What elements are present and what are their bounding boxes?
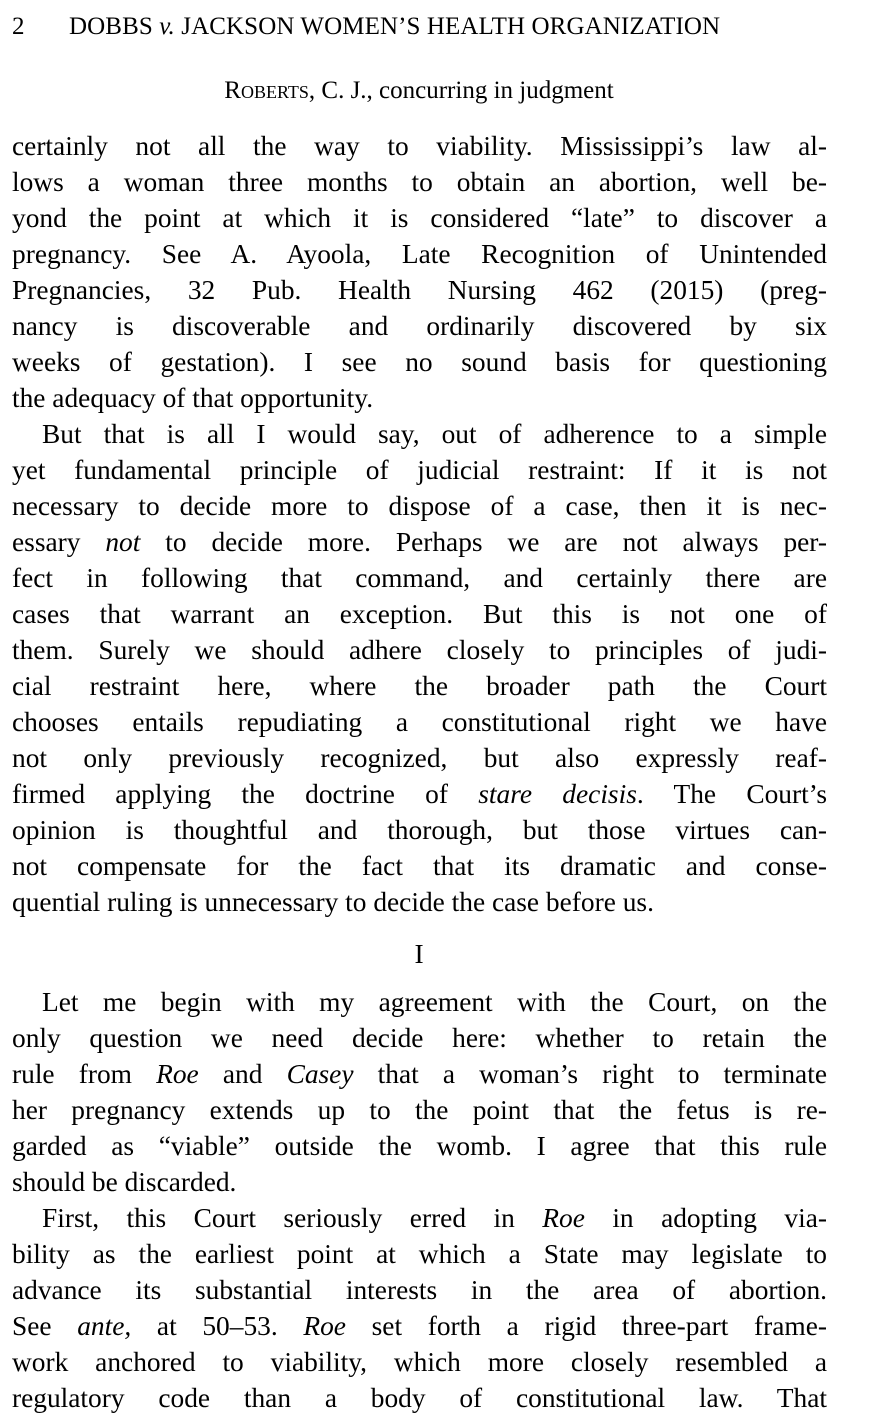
paragraph-continuation — [12, 128, 827, 416]
text-line: work anchored to viability, which more closely resembled a — [12, 1347, 827, 1377]
text-line: lows a woman three months to obtain an abortion, well be- — [12, 167, 827, 197]
text-line: essary not to decide more. Perhaps we are not always per- — [12, 527, 827, 557]
text-line: See ante, at 50–53. Roe set forth a rigid three-part frame- — [12, 1311, 828, 1341]
emphasis: stare decisis — [478, 779, 637, 809]
text-line: Pregnancies, 32 Pub. Health Nursing 462 (2015) (preg- — [12, 275, 827, 305]
text-line: certainly not all the way to viability. Mississippi’s law al- — [12, 131, 827, 161]
text-line: chooses entails repudiating a constitutional right we have — [12, 707, 827, 737]
paragraph-roe-error — [12, 1200, 827, 1416]
opinion-author-line — [0, 76, 838, 106]
case-name: Roe — [156, 1059, 199, 1089]
author-designation: , C. J., concurring in judgment — [308, 77, 614, 104]
text-line: fect in following that command, and certainly there are — [12, 563, 827, 593]
text-line: only question we need decide here: whether to retain the — [12, 1023, 827, 1053]
text-line: weeks of gestation). I see no sound basis for questioning — [12, 347, 827, 377]
text-line: should be discarded. — [12, 1167, 237, 1197]
text-line: advance its substantial interests in the area of abortion. — [12, 1275, 827, 1305]
text-line: not only previously recognized, but also expressly reaf- — [12, 743, 827, 773]
case-name: Roe — [303, 1311, 346, 1341]
text-line: firmed applying the doctrine of stare decisis. The Court’s — [12, 779, 828, 809]
text-line: her pregnancy extends up to the point that the fetus is re- — [12, 1095, 827, 1125]
text-line: rule from Roe and Casey that a woman’s right to terminate — [12, 1059, 827, 1089]
text-line: them. Surely we should adhere closely to principles of judi- — [12, 635, 827, 665]
case-name: Roe — [542, 1203, 585, 1233]
paragraph-agreement — [12, 984, 827, 1200]
text-line: cases that warrant an exception. But this is not one of — [12, 599, 827, 629]
case-name: Casey — [286, 1059, 354, 1089]
paragraph-judicial-restraint — [12, 416, 827, 920]
section-heading: I — [414, 939, 424, 969]
text-line: opinion is thoughtful and thorough, but those virtues can- — [12, 815, 827, 845]
running-header — [12, 12, 772, 42]
text-line: But that is all I would say, out of adherence to a simple — [42, 419, 827, 449]
page-number: 2 — [12, 13, 25, 40]
text-line: pregnancy. See A. Ayoola, Late Recognition of Unintended — [12, 239, 827, 269]
body-text-lower — [12, 984, 827, 1416]
text-line: nancy is discoverable and ordinarily discovered by six — [12, 311, 827, 341]
emphasis: not — [105, 527, 141, 557]
case-title: DOBBS v. JACKSON WOMEN’S HEALTH ORGANIZATION — [69, 13, 721, 40]
text-line: cial restraint here, where the broader path the Court — [12, 671, 827, 701]
emphasis: ante, — [77, 1311, 132, 1341]
body-text-upper — [12, 128, 827, 920]
text-line: the adequacy of that opportunity. — [12, 383, 374, 413]
text-line: First, this Court seriously erred in Roe in adopting via- — [42, 1203, 827, 1233]
text-line: yond the point at which it is considered “late” to discover a — [12, 203, 827, 233]
text-line: not compensate for the fact that its dramatic and conse- — [12, 851, 827, 881]
text-line: regulatory code than a body of constitutional law. That — [12, 1383, 827, 1413]
text-line: garded as “viable” outside the womb. I agree that this rule — [12, 1131, 827, 1161]
text-line: necessary to decide more to dispose of a case, then it is nec- — [12, 491, 827, 521]
text-line: Let me begin with my agreement with the Court, on the — [42, 987, 827, 1017]
author-name: Roberts — [224, 77, 309, 104]
text-line: yet fundamental principle of judicial restraint: If it is not — [12, 455, 827, 485]
text-line: quential ruling is unnecessary to decide the case before us. — [12, 887, 654, 917]
text-line: bility as the earliest point at which a State may legislate to — [12, 1239, 827, 1269]
